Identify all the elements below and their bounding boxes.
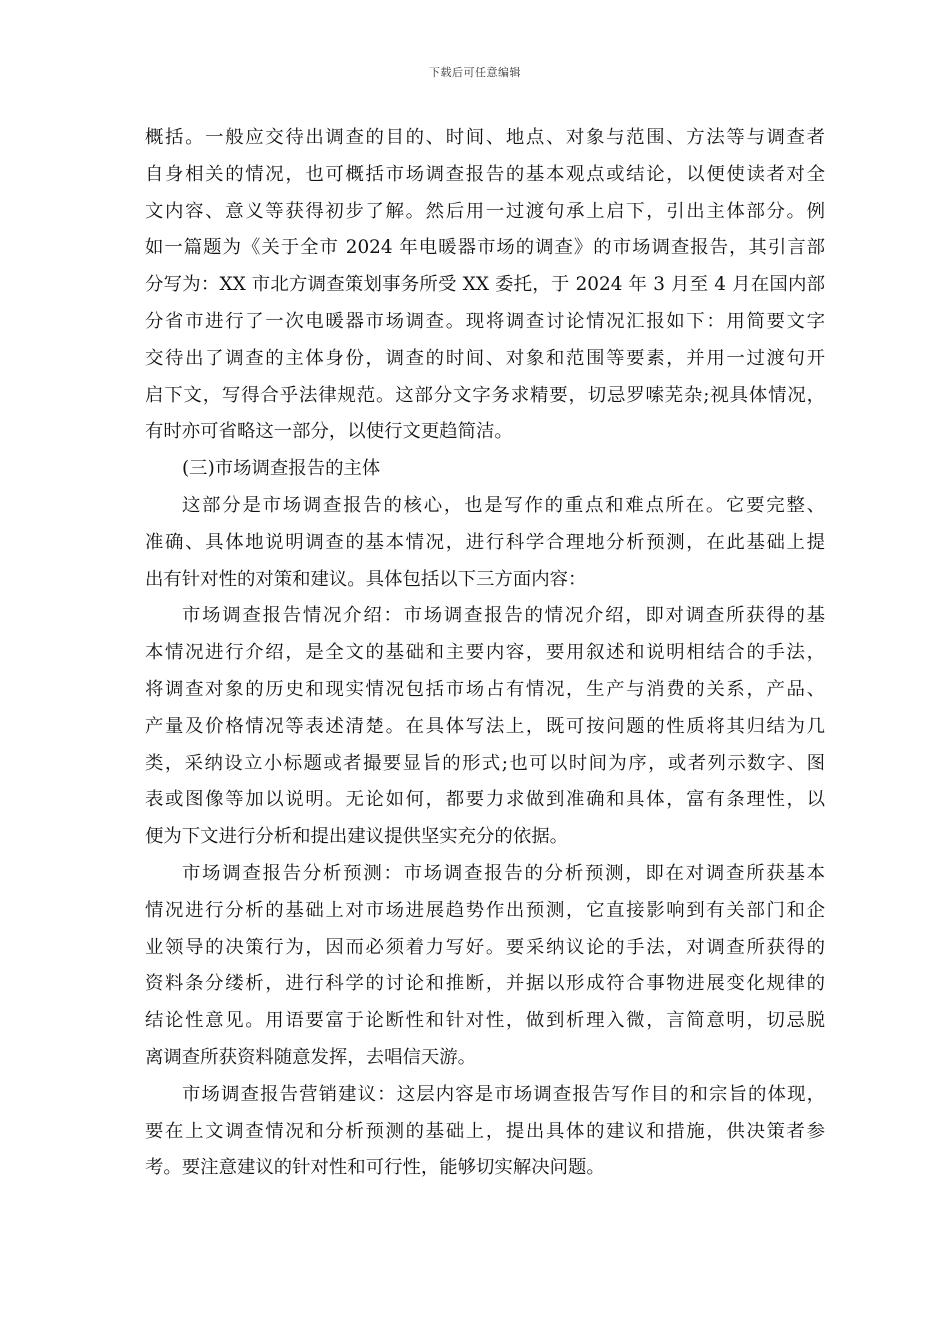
page-header: 下载后可任意编辑 (429, 66, 521, 79)
text-line: 自身相关的情况，也可概括市场调查报告的基本观点或结论，以便使读者对全 (145, 163, 825, 185)
paragraph (145, 488, 825, 598)
text-line: 类，采纳设立小标题或者撮要显旨的形式;也可以时间为序，或者列示数字、图 (145, 752, 825, 774)
text-line: (三)市场调查报告的主体 (182, 458, 381, 480)
text-line: 离调查所获资料随意发挥，去唱信天游。 (145, 1046, 477, 1068)
text-line: 如一篇题为《关于全市 2024 年电暖器市场的调查》的市场调查报告，其引言部 (145, 237, 825, 259)
text-line: 资料条分缕析，进行科学的讨论和推断，并据以形成符合事物进展变化规律的 (145, 973, 825, 995)
text-line: 市场调查报告情况介绍：市场调查报告的情况介绍，即对调查所获得的基 (182, 605, 825, 627)
paragraph (145, 598, 825, 856)
text-line: 准确、具体地说明调查的基本情况，进行科学合理地分析预测，在此基础上提 (145, 531, 825, 553)
text-line: 出有针对性的对策和建议。具体包括以下三方面内容： (145, 568, 587, 590)
text-line: 产量及价格情况等表述清楚。在具体写法上，既可按问题的性质将其归结为几 (145, 715, 825, 737)
text-line: 结论性意见。用语要富于论断性和针对性，做到析理入微，言简意明，切忌脱 (145, 1010, 825, 1032)
document-body (145, 120, 825, 1187)
text-line: 文内容、意义等获得初步了解。然后用一过渡句承上启下，引出主体部分。例 (145, 200, 825, 222)
text-line: 业领导的决策行为，因而必须着力写好。要采纳议论的手法，对调查所获得的 (145, 936, 825, 958)
section-heading (145, 451, 825, 488)
paragraph (145, 120, 825, 451)
text-line: 分写为：XX 市北方调查策划事务所受 XX 委托，于 2024 年 3 月至 4 月在国内部 (145, 274, 825, 296)
text-line: 交待出了调查的主体身份，调查的时间、对象和范围等要素，并用一过渡句开 (145, 347, 825, 369)
text-line: 情况进行分析的基础上对市场进展趋势作出预测，它直接影响到有关部门和企 (145, 899, 825, 921)
text-line: 概括。一般应交待出调查的目的、时间、地点、对象与范围、方法等与调查者 (145, 127, 825, 148)
text-line: 将调查对象的历史和现实情况包括市场占有情况，生产与消费的关系，产品、 (145, 678, 825, 700)
text-line: 这部分是市场调查报告的核心，也是写作的重点和难点所在。它要完整、 (182, 494, 825, 516)
text-line: 表或图像等加以说明。无论如何，都要力求做到准确和具体，富有条理性，以 (145, 789, 825, 811)
text-line: 便为下文进行分析和提出建议提供坚实充分的依据。 (145, 826, 568, 848)
text-line: 市场调查报告营销建议：这层内容是市场调查报告写作目的和宗旨的体现， (182, 1083, 825, 1105)
text-line: 要在上文调查情况和分析预测的基础上，提出具体的建议和措施，供决策者参 (145, 1120, 825, 1142)
text-line: 有时亦可省略这一部分，以使行文更趋简洁。 (145, 421, 513, 443)
text-line: 分省市进行了一次电暖器市场调查。现将调查讨论情况汇报如下：用简要文字 (145, 310, 825, 332)
paragraph (145, 1077, 825, 1187)
text-line: 市场调查报告分析预测：市场调查报告的分析预测，即在对调查所获基本 (182, 862, 825, 884)
text-line: 启下文，写得合乎法律规范。这部分文字务求精要，切忌罗嗦芜杂;视具体情况， (145, 384, 825, 406)
text-line: 考。要注意建议的针对性和可行性，能够切实解决问题。 (145, 1157, 605, 1179)
text-line: 本情况进行介绍，是全文的基础和主要内容，要用叙述和说明相结合的手法， (145, 642, 825, 664)
paragraph (145, 856, 825, 1077)
